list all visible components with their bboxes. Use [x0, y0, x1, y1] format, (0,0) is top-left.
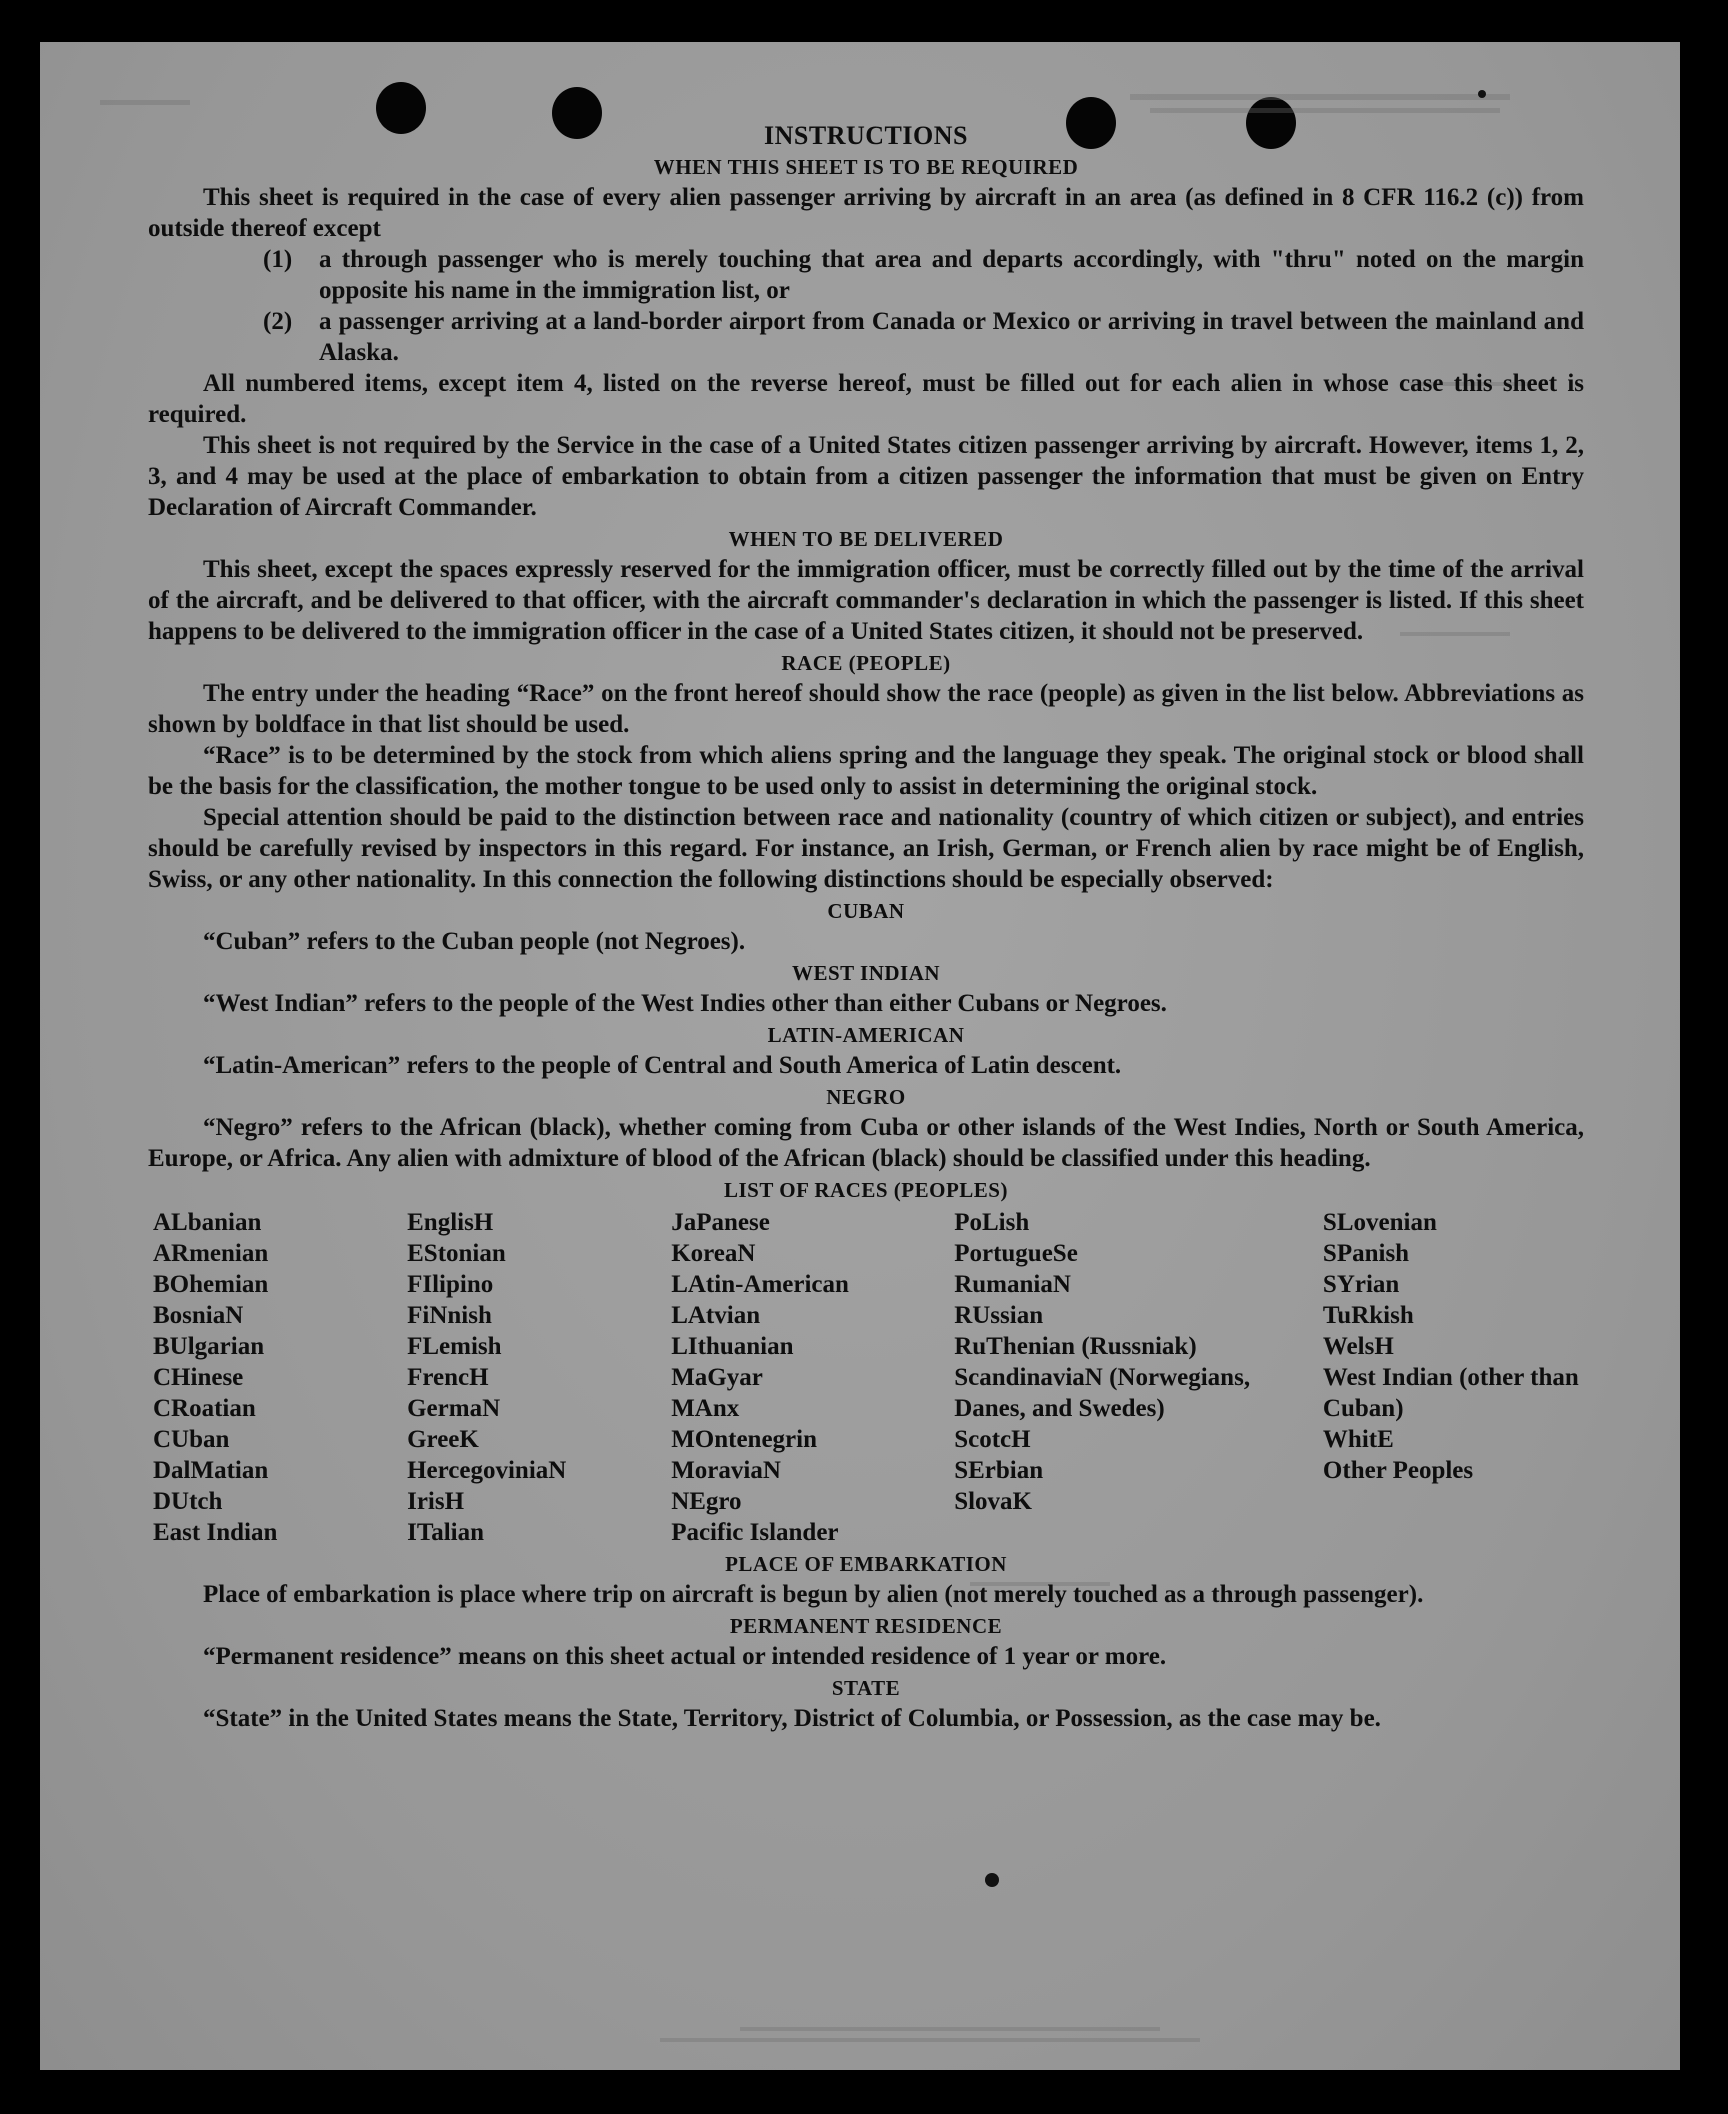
- race-list: [148, 1207, 1584, 1548]
- race-entry: SLovenian: [1322, 1209, 1437, 1236]
- race-entry: FIlipino: [407, 1271, 494, 1298]
- race-entry: FiNnish: [407, 1302, 492, 1329]
- instructions-content: [148, 120, 1584, 1734]
- race-entry: LIthuanian: [671, 1333, 794, 1360]
- paragraph: This sheet is required in the case of every alien passenger arriving by aircraft in an area (as defined in 8 CFR 116.2 (c)) from outside thereof except: [148, 184, 1584, 242]
- paragraph: Place of embarkation is place where trip on aircraft is begun by alien (not merely touched as a through passenger).: [203, 1581, 1424, 1608]
- item-text: a through passenger who is merely touching that area and departs accordingly, with "thru" noted on the margin opposite his name in the immigration list, or: [319, 246, 1584, 304]
- section-heading-latin-american: LATIN-AMERICAN: [767, 1023, 965, 1047]
- race-entry: SlovaK: [954, 1488, 1032, 1515]
- race-entry: BosniaN: [153, 1302, 244, 1329]
- paragraph: This sheet, except the spaces expressly reserved for the immigration officer, must be correctly filled out by the time of the arrival of the aircraft, and be delivered to that officer, with the aircraft commander's declaration in which the passenger is listed. If this sheet happens to be delivered to the immigration officer in the case of a United States citizen, it should not be preserved.: [148, 556, 1584, 645]
- race-entry: EStonian: [407, 1240, 506, 1267]
- race-entry: PoLish: [954, 1209, 1030, 1236]
- race-entry: MOntenegrin: [671, 1426, 818, 1453]
- section-heading-negro: NEGRO: [826, 1085, 906, 1109]
- race-entry: IrisH: [407, 1488, 465, 1515]
- race-entry: MaGyar: [671, 1364, 763, 1391]
- race-entry: ScotcH: [954, 1426, 1031, 1453]
- race-entry: ITalian: [407, 1519, 485, 1546]
- section-heading-delivered: WHEN TO BE DELIVERED: [728, 527, 1004, 551]
- section-heading-state: STATE: [831, 1676, 901, 1700]
- page-title: INSTRUCTIONS: [764, 121, 968, 150]
- race-entry: CRoatian: [153, 1395, 256, 1422]
- race-entry: FrencH: [407, 1364, 489, 1391]
- race-entry: WelsH: [1322, 1333, 1394, 1360]
- section-heading-list-of-races: LIST OF RACES (PEOPLES): [724, 1178, 1008, 1202]
- race-column: [954, 1207, 1323, 1548]
- paragraph: “Cuban” refers to the Cuban people (not Negroes).: [203, 928, 746, 955]
- race-entry: KoreaN: [671, 1240, 756, 1267]
- section-heading-west-indian: WEST INDIAN: [791, 961, 941, 985]
- section-heading-cuban: CUBAN: [827, 899, 905, 923]
- paragraph: “Race” is to be determined by the stock from which aliens spring and the language they speak. The original stock or blood shall be the basis for the classification, the mother tongue to be used only to assist in determining the original stock.: [148, 742, 1584, 800]
- race-column: [407, 1207, 671, 1548]
- race-entry: CUban: [153, 1426, 230, 1453]
- race-column: [1323, 1207, 1584, 1548]
- race-entry: GreeK: [407, 1426, 479, 1453]
- race-entry: SYrian: [1322, 1271, 1400, 1298]
- race-entry: LAtin-American: [671, 1271, 849, 1298]
- race-entry: RumaniaN: [954, 1271, 1071, 1298]
- race-entry: ARmenian: [153, 1240, 269, 1267]
- race-entry: East Indian: [153, 1519, 278, 1546]
- race-entry: WhitE: [1322, 1426, 1394, 1453]
- race-entry: West Indian (other than Cuban): [1322, 1364, 1579, 1422]
- paragraph: “Permanent residence” means on this sheet actual or intended residence of 1 year or more.: [203, 1643, 1167, 1670]
- section-heading-embarkation: PLACE OF EMBARKATION: [725, 1552, 1007, 1576]
- race-entry: JaPanese: [671, 1209, 770, 1236]
- race-entry: RUssian: [954, 1302, 1044, 1329]
- item-number: (1): [263, 246, 293, 273]
- paragraph: “State” in the United States means the State, Territory, District of Columbia, or Possession, as the case may be.: [203, 1705, 1381, 1732]
- paragraph: “West Indian” refers to the people of the West Indies other than either Cubans or Negroes.: [203, 990, 1167, 1017]
- race-entry: Pacific Islander: [671, 1519, 839, 1546]
- paragraph: The entry under the heading “Race” on the front hereof should show the race (people) as given in the list below. Abbreviations as shown by boldface in that list should be used.: [148, 680, 1584, 738]
- paragraph: “Latin-American” refers to the people of Central and South America of Latin descent.: [203, 1052, 1122, 1079]
- section-heading-residence: PERMANENT RESIDENCE: [729, 1614, 1003, 1638]
- item-number: (2): [263, 308, 293, 335]
- list-item: [263, 244, 1584, 306]
- race-entry: MAnx: [671, 1395, 740, 1422]
- paragraph: All numbered items, except item 4, listed on the reverse hereof, must be filled out for each alien in whose case this sheet is required.: [148, 370, 1584, 428]
- paragraph: This sheet is not required by the Service in the case of a United States citizen passenger arriving by aircraft. However, items 1, 2, 3, and 4 may be used at the place of embarkation to obtain from a citizen passenger the information that must be given on Entry Declaration of Aircraft Commander.: [148, 432, 1584, 521]
- race-entry: GermaN: [407, 1395, 501, 1422]
- race-entry: RuThenian (Russniak): [954, 1333, 1197, 1360]
- race-entry: ScandinaviaN (Norwegians, Danes, and Swedes): [954, 1364, 1251, 1422]
- race-entry: BUlgarian: [153, 1333, 265, 1360]
- list-item: [263, 306, 1584, 368]
- race-entry: TuRkish: [1322, 1302, 1414, 1329]
- race-column: [148, 1207, 407, 1548]
- paragraph: Special attention should be paid to the distinction between race and nationality (country of which citizen or subject), and entries should be carefully revised by inspectors in this regard. For instance, an Irish, German, or French alien by race might be of English, Swiss, or any other nationality. In this connection the following distinctions should be especially observed:: [148, 804, 1584, 893]
- race-entry: ALbanian: [153, 1209, 262, 1236]
- race-entry: HercegoviniaN: [407, 1457, 567, 1484]
- race-entry: SPanish: [1322, 1240, 1410, 1267]
- race-entry: PortugueSe: [954, 1240, 1078, 1267]
- paragraph: “Negro” refers to the African (black), whether coming from Cuba or other islands of the West Indies, North or South America, Europe, or Africa. Any alien with admixture of blood of the African (black) should be classified under this heading.: [148, 1114, 1584, 1172]
- race-entry: BOhemian: [153, 1271, 269, 1298]
- race-entry: CHinese: [153, 1364, 244, 1391]
- race-entry: LAtvian: [671, 1302, 761, 1329]
- race-entry: DUtch: [153, 1488, 223, 1515]
- race-entry: Other Peoples: [1322, 1457, 1474, 1484]
- race-entry: NEgro: [671, 1488, 742, 1515]
- race-entry: DalMatian: [153, 1457, 269, 1484]
- race-entry: MoraviaN: [671, 1457, 781, 1484]
- item-text: a passenger arriving at a land-border airport from Canada or Mexico or arriving in travel between the mainland and Alaska.: [319, 308, 1584, 366]
- race-column: [671, 1207, 954, 1548]
- race-entry: FLemish: [407, 1333, 502, 1360]
- race-entry: SErbian: [954, 1457, 1044, 1484]
- section-heading-race: RACE (PEOPLE): [781, 651, 951, 675]
- section-heading-required: WHEN THIS SHEET IS TO BE REQUIRED: [653, 155, 1079, 179]
- document-sheet: [40, 42, 1680, 2070]
- race-entry: EnglisH: [407, 1209, 494, 1236]
